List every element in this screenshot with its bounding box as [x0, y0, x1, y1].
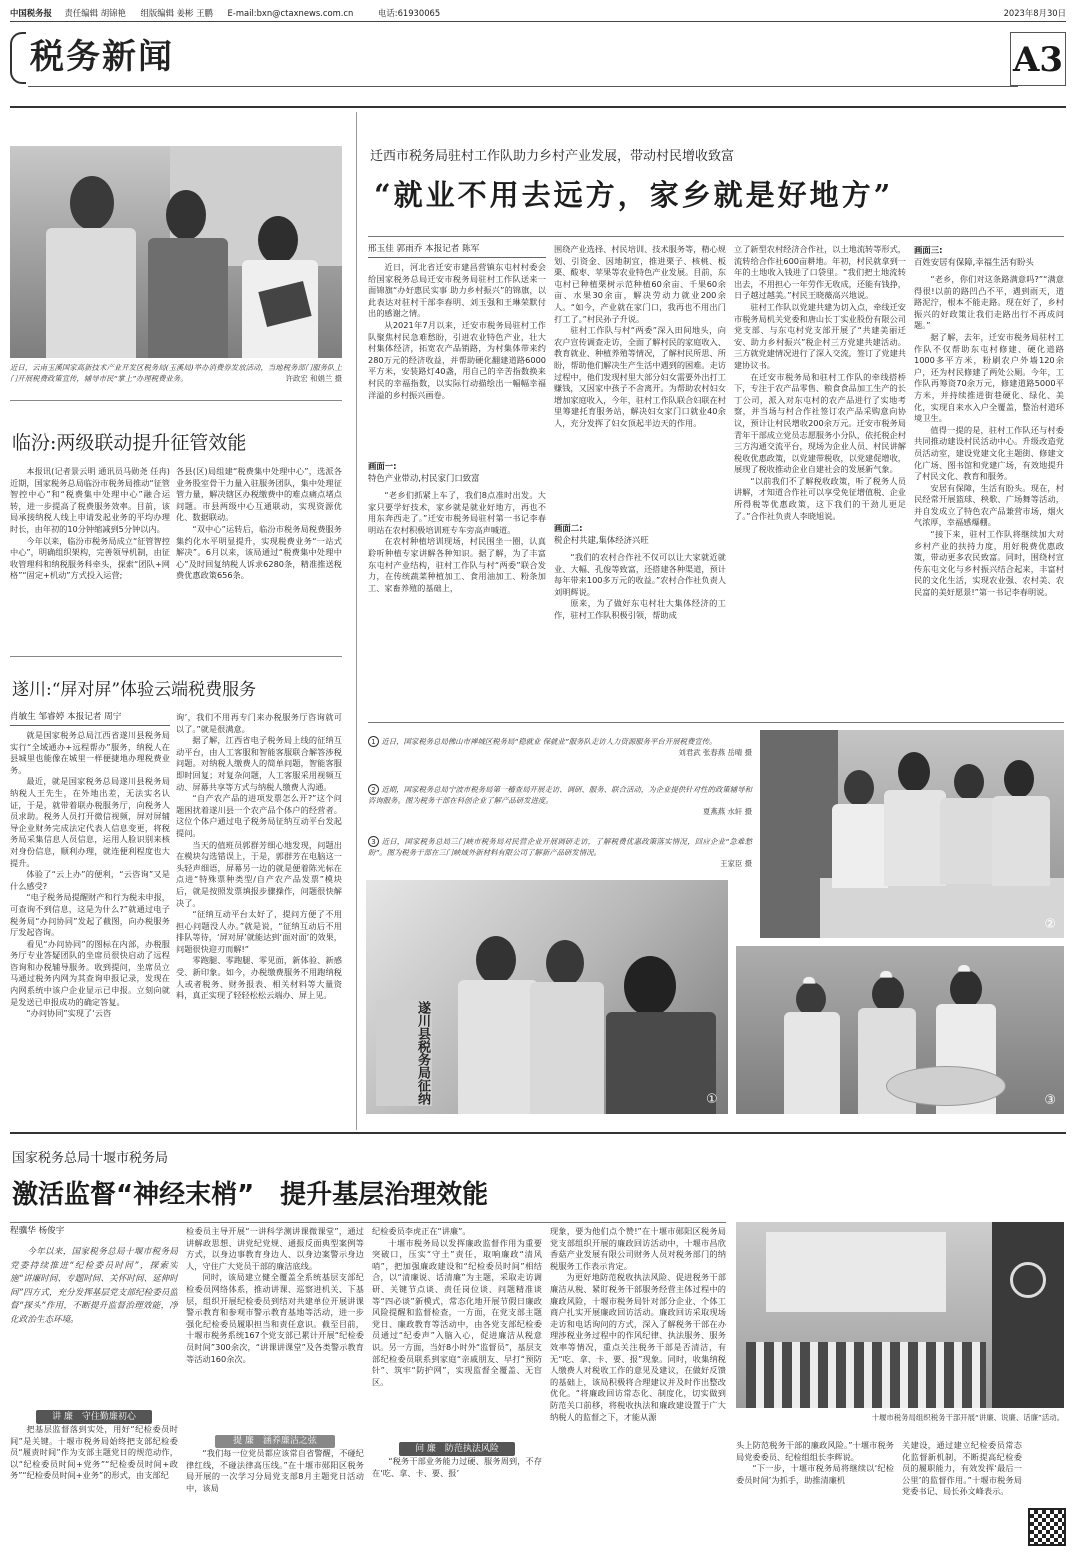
photo-party-emblem	[1010, 1262, 1046, 1298]
shiyan-col2: 检委员主导开展“一讲科学测讲课微课堂”，通过讲解政思想、讲党纪党规、通报反面典型案例等方式，以身边事教育身边人、以身边案警示身边人，守住广大党员干部的廉洁底线。 同时，该局建立健全覆盖全系统基层支部纪检委员网络体系，推动讲课、巡察进机关、下基层，组织开展纪检委员到结对共建单位开展讲课警示教育和参观市警示教育基地等活动，进一步强化纪检委员履职担当和责任意识。截至目前，十堰市税务系统167个党支部已累计开展“纪检委员时间”300余次，“讲课讲课堂”及各类警示教育等活动160余次。	[186, 1226, 364, 1364]
shiyan-col3: 纪检委员李虎正在“讲廉”。 十堰市税务局以发挥廉政监督作用为重要突破口，压实“守土”责任，取响廉政“清风哨”，把加强廉政建设和“纪检委员时间”相结合，以“清廉说、话清廉”为主题，采取走访调研、关键节点谈、责任岗位谈、问题精准谈等“四必谈”新模式，常态化地开展节假日廉政风险提醒和监督检查，一方面，在党支部主题党日、廉政教育等活动中，由各党支部纪检委员通过“纪委声”入脑入心，促进廉洁从税意识。另一方面，当好8小时外“监督员”，基层支部纪检委员联系到家庭“亲戚朋友、早打“预防针”、筑牢“防护网”，实现监督全覆盖、无盲区。	[372, 1226, 542, 1387]
shiyan-kicker: 国家税务总局十堰市税务局	[12, 1151, 169, 1166]
caption-sanmenxia: 3 近日，国家税务总局三门峡市税务局对民营企业开展调研走访，了解税费优惠政策落实情况，回应企业“急难愁盼”。图为税务干部在三门峡域外新材料有限公司了解新产品研发情况。 王家臣 摄	[368, 837, 752, 868]
section-bracket	[10, 32, 26, 84]
shiyan-intro: 今年以来，国家税务总局十堰市税务局党委持续推进“纪检委员时间”，探索实施“讲廉时间、专题时间、关怀时间、延伸时间”四方式，充分发挥基层党支部纪检委员监督“探头”作用，不断提升监督治理效能，净化政治生态环境。	[10, 1247, 178, 1325]
photo-pot	[886, 1066, 1006, 1106]
issue-date: 2023年8月30日	[1003, 8, 1066, 18]
linfen-col1: 本报讯(记者景云明 通讯员马勋尧 任冉)近期，国家税务总局临汾市税务局推动“征管智控中心”和“税费集中处理中心”融合运转，进一步提高了税费服务效率。目前，该局承接纳税人线上申请发起业务的平均办理时长，由年初的10分钟缩减到5分钟以内。 今年以来，临汾市税务局成立“征管智控中心”，明确组织架构，完善领导机制，由征收管理科和纳税服务科牵头，探索“团队+网格”“固定+机动”方式投入运营;	[10, 466, 170, 581]
linfen-col2: 各县(区)局组建“税费集中处理中心”，选派各业务股室骨干力量入驻服务团队，集中处理征管力量，解决辖区办税缴费中的难点痛点堵点问题。市县两级中心互通联动，实现资源优化、数据联动。 “双中心”运转后，临汾市税务局税费服务集约化水平明显提升，实现税费业务“一站式解决”。6月以来，该局通过“税费集中处理中心”及时回复纳税人诉求6280条，精准推送税费优惠政策656条。	[176, 466, 342, 581]
photo-screen	[766, 1232, 946, 1312]
caption-num-1: 1	[368, 736, 379, 747]
qianxi-headline: “就业不用去远方，家乡就是好地方”	[374, 178, 894, 212]
qianxi-col3: 立了新型农村经济合作社，以土地流转等形式，流转给合作社600亩耕地。年初，村民就拿到一年的土地收入钱进了口袋里。“我们把土地流转出去，不用担心一年劳作无收成，还能有钱挣，日子越过越美。”村民王晓薇高兴地说。 驻村工作队以党建共建为切入点，牵线迁安市税务局机关党委和唐山长丁实业股份有限公司党支部、与东屯村党支部开展了“共建美丽迁安、助力乡村振兴”税企村三方党建共建活动。三方就党建情况进行了深入交流，签订了党建共建协议书。 在迁安市税务局和驻村工作队的牵线搭桥下，专注于农产品零售、粮食食品加工生产的长丁公司，派入对东屯村的农产品进行了实地考察，并当场与村合作社签订农产品采购意向协议，预计让村民增收200余万元。迁安市税务局青年干部成立党员志愿服务小分队，依托税企村三方沟通交流平台，现场为企业人员、村民讲解税收优惠政策，以党建带税收，以党建促增收，展现了税收推动企业自建社会的发展新气象。 “以前我们不了解税收政策，听了税务人员讲解，才知道合作社可以享受免征增值税、企业所得税等优惠政策，这下我们的干劲儿更足了。”合作社负责人李晓旭说。	[734, 244, 906, 521]
suining-byline: 肖敏生 邹睿婷 本报记者 周宁	[10, 712, 170, 726]
shiyan-col2b: “我们每一位党员都应该常自省警醒，不碰纪律红线，不碰法律高压线。”在十堰市郧阳区税务局开展的一次学习分局党支部8月主题党日活动中，该局	[186, 1448, 364, 1493]
caption-ningbo: 2 近期，国家税务总局宁波市税务局第一稽查局开展走访、调研、服务、联合活动，为企业提供针对性的政策辅导和咨询服务。图为税务干部在科创企业了解产品研发进度。 夏燕燕 水轩 摄	[368, 785, 752, 816]
shiyan-headline: 激活监督“神经末梢” 提升基层治理效能	[12, 1180, 489, 1210]
shiyan-tag3: 问 廉 防范执法风险	[372, 1436, 542, 1456]
qianxi-col2b: 画面二: 税企村共建,集体经济兴旺 “我们的农村合作社不仅可以让大家就近就业、大幅、孔俊等致富，还搭建各种渠道，预计每年带来100多万元的收益。”农村合作社负责人刘明辉说。 原来，为了做好东屯村壮大集体经济的工作，驻村工作队积极引领，帮助成	[554, 523, 726, 620]
photo-number-3: ③	[1044, 1093, 1056, 1108]
photo-shiyan-caption: 十堰市税务局组织税务干部开展“讲廉、说廉、话廉”活动。	[871, 1413, 1064, 1422]
photo-number-2: ②	[1044, 917, 1056, 932]
qianxi-col1b: 画面一: 特色产业带动,村民家门口致富 “老乡们抓紧上车了，我们8点准时出发。大家只要学好技术，家乡就是就业好地方，再也不用东奔西走了。”迁安市税务局驻村第一书记李春明站在农村积极培训班专车旁高声喊道。 在农村种植培训现场，村民围坐一圈，认真聆听种植专家讲解各种知识。据了解，为了丰富东屯村产业结构，驻村工作队与村“两委”联合发力，在传统蔬菜种植加工、食用油加工、粉条加工、家畜养殖的基础上，	[368, 461, 546, 593]
photo-yuxi	[10, 146, 342, 358]
shiyan-col5: 头上防范税务干部的廉政风险。”十堰市税务局党委委员、纪检组组长李辉说。 “下一步，十堰市税务局将继续以‘纪检委员时间’为抓手，助推清廉机	[736, 1440, 894, 1485]
editor: 责任编辑 胡锦艳	[64, 8, 126, 18]
section-header	[10, 26, 1066, 108]
caption-num-2: 2	[368, 784, 379, 795]
photo-party-emblem-wall	[992, 1222, 1064, 1408]
photo-yuxi-caption: 近日，云南玉溪国家高新技术产业开发区税务局(玉溪局)举办消费券发放活动，当地税务部门服务队上门开展税费政策宣传，辅导市民“掌上”办理税费业务。 许政宏 和娟兰 摄	[10, 363, 342, 383]
photo-people-row	[746, 1342, 986, 1408]
shiyan-col3b: “税务干部业务能力过硬、服务周到，不存在‘吃、拿、卡、要、报’	[372, 1456, 542, 1478]
suining-col1: 就是国家税务总局江西省遂川县税务局实行“全域通办+远程帮办”服务，纳税人在县城里也能像在城里一样便捷地办理税费业务。 最近，就是国家税务总局遂川县税务局纳税人王先生，在外地出差，无法实名认证，于是，就带着联办税服务厅，向税务人员求助。税务人员打开微信视频，屏对屏辅导企业财务完成法定代表人信息变更，将税务局采集信息人员信息，运用人脸识别来核对身份信息，顺利办理，就连便利程度也大提升。 体验了“云上办”的便利，“云咨询”又是什么感受? “电子税务局提醒财产和行为税未申报，可查询不到信息，这是为什么?”就通过电子税务局“办问协同”发起了截图，向办税服务厅发起咨询。 看见“办问协同”的图标在内部，办税服务厅专业答疑团队的坐席员很快启动了远程咨询和办税辅导服务。收到提问，坐席员立马通过税务内网为其查询申报记录，发现在内网系统中该户企业显示已申报。立刻向就是发送已申报成功的确定答复。 “办问协同”实现了‘云咨	[10, 730, 170, 1019]
page-number: A3	[1010, 32, 1066, 86]
shiyan-tag2: 提 廉 涵养廉洁之弦	[186, 1428, 364, 1448]
shiyan-col1: 把基层监督落到实处，用好“纪检委员时间”是关键。十堰市税务局始终把支部纪检委员“履责时间”作为支部主题党日的规范动作，以“纪检委员时间+党务”“纪检委员时间+政务”“纪检委员时间+业务”的形式，由支部纪	[10, 1424, 178, 1481]
shiyan-tag1: 讲 廉 守住勤廉初心	[10, 1404, 178, 1424]
qianxi-kicker: 迁西市税务局驻村工作队助力乡村产业发展，带动村民增收致富	[370, 149, 735, 164]
qr-code[interactable]	[1028, 1508, 1066, 1546]
qianxi-byline: 邢玉佳 郭雨乔 本报记者 陈军	[368, 244, 546, 258]
suining-col2: 询’，我们不用再专门来办税服务厅咨询就可以了。”就是很满意。 据了解，江西省电子税务局上线的征纳互动平台，由人工客服和智能客服联合解答涉税问题。对纳税人缴费人的简单问题，智能客服即时回复；对复杂问题，人工客服采用视频互动、屏幕共享等方式与纳税人缴费人沟通。 “自产农产品的进项发票怎么开?”这个问题困扰着遂川县一个农产品个体户的经营者。这位个体户通过电子税务局征纳互动平台发起提问。 当天的值班员郭群芳细心地发现，问题出在模块勾选错误上，于是，郭群芳在电脑这一头轻声细语，屏幕另一边的就是便着陈光标在点进“特殊票种类型/自产农产品发票”模块后，就是按照发票填报步骤操作，问题很快解决了。 “征纳互动平台太好了，提问方便了不用担心问题没人办。”就是说，“征纳互动后不用排队等待，‘屏对屏’就能达到‘面对面’的效果，问题很快迎刃而解!” 零跑腿、零跑腿、零见面，新体验、新感受、新印象。如今，办税缴费服务不用跑纳税人或者税务、财务报表、相关材料等大量资料，真正实现了轻轻松松云端办、屏上见。	[176, 712, 342, 1001]
photo-factory-visit	[760, 730, 1064, 938]
suining-headline: 遂川:“屏对屏”体验云端税费服务	[12, 680, 257, 700]
paper-name: 中国税务报	[10, 8, 52, 18]
layout-editor: 组版编辑 姜彬 王鹏	[140, 8, 213, 18]
shiyan-col4: 现象，要为他们点个赞!”在十堰市郧阳区税务局党支部组织开展的廉政回访活动中，十堰市昌欣香菇产业发展有限公司财务人员对税务部门的纳税服务工作表示肯定。 为更好地防范税收执法风险、促进税务干部廉洁从税、紧盯税务干部服务经营主体过程中的廉政风险，十堰市税务局针对部分企业、个体工商户扎实开展廉政回访活动。廉政回访采取现场走访和电话询问的方式，深入了解税务干部在办理涉税业务过程中的作风纪律、执法服务、服务效率等情况，重点关注税务干部是否清洁，有无“吃、拿、卡、要、报”现象。同时，收集纳税人缴费人对税收工作的意见及建议，在做好反馈的基础上，该局积极将合理建议并及时作出整改优化。“将廉政回访常态化、制度化，切实做到防范关口前移，将税收执法和廉政建设置于广大纳税人的监督之下，才能从源	[550, 1226, 726, 1422]
masthead	[10, 6, 1066, 20]
photo-booth-banner: 遂川县税务局征纳	[376, 1000, 432, 1106]
qianxi-col2: 围绕产业选择、村民培训、技术服务等，精心规划、引资金、因地制宜，推进栗子、核桃、板栗、酸枣、苹果等农业特色产业发展。目前，东屯村已种植栗树示范种植60余亩、千果60余亩、水果30余亩，解决劳动力就业200余人。“如今，产业就在家门口，我再也不用出门打工了。”村民孙子升说。 驻村工作队与村“两委”深入田间地头，向农户宣传调查走访，全面了解村民的家庭收入、教育就业、种植养殖等情况，了解村民所思、所盼，帮助他们解决生产生活中遇到的困难。走访过程中，他们发现村里大部分妇女需要外出打工赚钱，又因家中孩子不舍离开。为帮助农村妇女增加家庭收入，今年，驻村工作队联合妇联在村里筹建托育服务站，解决妇女家门口就业40余人，充分发挥了妇女顶起半边天的作用。	[554, 244, 726, 428]
caption-num-3: 3	[368, 836, 379, 847]
phone: 电话:61930065	[378, 8, 441, 18]
caption-foshan: 1 近日，国家税务总局佛山市禅城区税务局“稳就业 保就业”服务队走访人力资源服务平台开展税费宣传。 刘君武 张春燕 岳晴 摄	[368, 736, 752, 758]
photo-service-booth	[366, 880, 728, 1114]
qianxi-col4: 画面三: 百姓安居有保障,幸福生活有盼头 “老乡，你们对这条路满意吗?”“满意得很!以前的路凹凸不平，遇到雨天，道路泥泞，根本不能走路。现在好了，乡村振兴的好政策让我们走路出行不再成问题。” 据了解，去年，迁安市税务局驻村工作队不仅帮助东屯村修建、硬化道路1000多平方米，粉刷农户外墙120余户，还为村民修建了两处公厕。今年，工作队再筹资70余万元，修建道路5000平方米，并持续推进街巷硬化、绿化、美化，实现自来水入户全覆盖，整治村道环境卫生。 值得一提的是，驻村工作队还与村委共同推动建设村民活动中心。升级改造党员活动室，建设党建文化主题街、修建文化广场、图书馆和党建广场，有效地提升了村民文化、教育和服务。 安居有保障，生活有盼头。现在，村民经常开展篮球、秧歌、广场舞等活动，并自发成立了特色农产品兼营市场，烟火气浓厚，幸福感爆棚。 “接下来，驻村工作队将继续加大对乡村产业的扶持力度，用好税费优惠政策，带动更多农民致富。同时，围绕村宣传东屯文化与乡村振兴结合起来，丰富村民的文化生活，实现农业强、农村美、农民富的美好愿景!”第一书记李春明说。	[914, 245, 1064, 598]
linfen-headline: 临汾:两级联动提升征管效能	[12, 432, 247, 454]
email: E-mail:bxn@ctaxnews.com.cn	[227, 8, 354, 18]
section-line	[28, 86, 1018, 87]
photo-hardhat-visit	[736, 946, 1064, 1114]
photo-shiyan-event	[736, 1222, 1064, 1408]
shiyan-col6: 关建设，通过建立纪检委员常态化监督新机制，不断提高纪检委员的履职能力，有效发挥‘最后一公里’的监督作用。”十堰市税务局党委书记、局长孙文峰表示。	[902, 1440, 1022, 1497]
shiyan-byline: 程骥华 杨俊宇	[10, 1226, 65, 1236]
photo-number-1: ①	[706, 1092, 718, 1107]
section-title: 税务新闻	[30, 37, 174, 77]
qianxi-col1: 近日，河北省迁安市建昌营镇东屯村村委会给国家税务总局迁安市税务局驻村工作队送来一面锦旗“办好惠民实事 助力乡村振兴”的锦旗，以此表达对驻村干部李春明、刘玉强和王琳荣默付出的感谢之情。 从2021年7月以来，迁安市税务局驻村工作队聚焦村民急难愁盼，引进农业特色产业，壮大村集体经济，拓宽农产品销路，为村集体带来约280万元的经济收益，并帮助硬化翻建道路6000平方米，安装路灯40盏，用自己的辛苦指数换来村民的幸福指数，以实际行动描绘出一幅幅幸福洋溢的乡村振兴画卷。	[368, 262, 546, 400]
